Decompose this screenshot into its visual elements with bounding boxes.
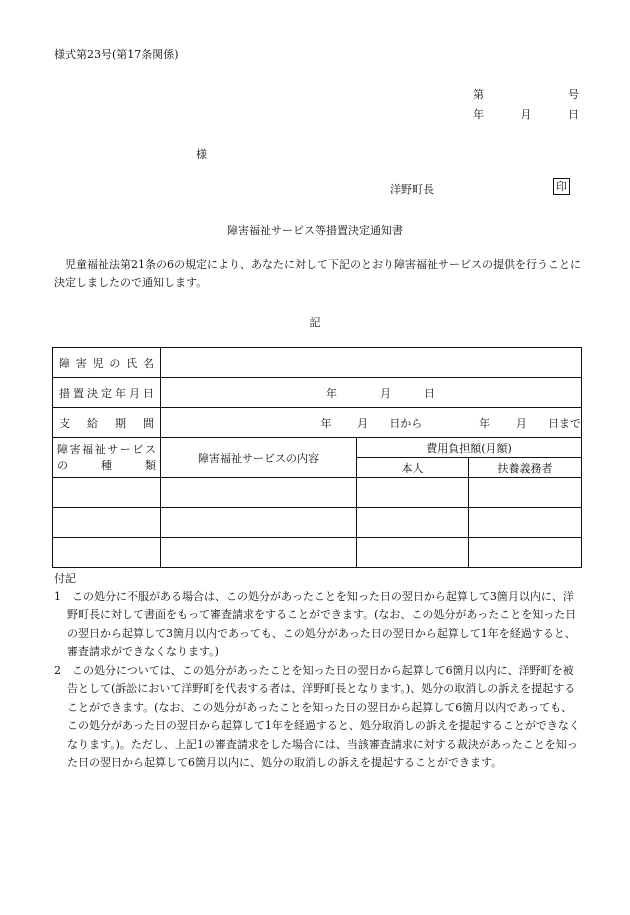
period-start-year: 年 (320, 416, 332, 430)
self-label: 本人 (357, 458, 469, 478)
number-suffix: 号 (568, 88, 579, 101)
service-row (53, 508, 582, 538)
guardian-cost-cell (469, 538, 582, 568)
service-row (53, 478, 582, 508)
child-name-label: 障害児の氏名 (53, 348, 161, 378)
service-content-cell (161, 478, 357, 508)
decision-date-value (161, 378, 582, 408)
service-type-label (53, 438, 161, 478)
self-cost-cell (357, 478, 469, 508)
note-item-2: 2 この処分については、この処分があったことを知った日の翌日から起算して6箇月以内に、洋野町を被告として(訴訟において洋野町を代表する者は、洋野町長となります。)、処分の取消しの訴えを提起することができます。(なお、この処分があったことを知った日の翌日から起算して6箇月以内であっても、この処分があった日の翌日から起算して1年を経過すると、処分取消しの訴えを提起することができなくなります。)。ただし、上記1の審査請求をした場合には、当該審査請求に対する裁決があったことを知った日の翌日から起算して6箇月以内に、処分の取消しの訴えを提起することができます。 (54, 664, 580, 770)
decision-year: 年 (326, 386, 337, 400)
service-type-label-line2: の 種 類 (57, 458, 156, 472)
service-type-cell (53, 478, 161, 508)
period-label: 支給期間 (53, 408, 161, 438)
note-item-1: 1 この処分に不服がある場合は、この処分があったことを知った日の翌日から起算して3箇月以内に、洋野町長に対して書面をもって審査請求をすることができます。(なお、この処分があったことを知った日の翌日から起算して3箇月以内であっても、この処分があった日の翌日から起算して1年を経過すると、審査請求ができなくなります。) (54, 590, 577, 659)
issue-day: 日 (568, 108, 579, 121)
decision-month: 月 (380, 386, 391, 400)
service-type-label-line1: 障害福祉サービス (57, 442, 156, 456)
ki-heading: 記 (309, 316, 321, 329)
seal-stamp: 印 (553, 178, 570, 195)
decision-day: 日 (424, 386, 435, 400)
self-cost-cell (357, 508, 469, 538)
period-start-month: 月 (357, 416, 369, 430)
issuer-name: 洋野町長 (390, 183, 434, 196)
period-end-day: 日まで (548, 416, 582, 430)
period-value (161, 408, 582, 438)
service-content-label: 障害福祉サービスの内容 (161, 438, 357, 478)
cost-label: 費用負担額(月額) (357, 438, 582, 458)
child-name-value (161, 348, 582, 378)
guardian-cost-cell (469, 508, 582, 538)
document-title: 障害福祉サービス等措置決定通知書 (227, 224, 403, 237)
guardian-cost-cell (469, 478, 582, 508)
issue-date-row (473, 106, 579, 122)
guardian-label: 扶養義務者 (469, 458, 582, 478)
body-paragraph: 児童福祉法第21条の6の規定により、あなたに対して下記のとおり障害福祉サービスの提供を行うことに決定しましたので通知します。 (54, 258, 581, 289)
document-number-row (473, 86, 579, 102)
notes-heading: 付記 (54, 572, 76, 585)
recipient-honorific: 様 (196, 148, 207, 161)
decision-table (52, 347, 582, 568)
service-content-cell (161, 508, 357, 538)
period-start-day: 日から (389, 416, 423, 430)
period-end-month: 月 (515, 416, 527, 430)
service-type-cell (53, 538, 161, 568)
issue-month: 月 (520, 108, 532, 121)
self-cost-cell (357, 538, 469, 568)
service-content-cell (161, 538, 357, 568)
service-type-cell (53, 508, 161, 538)
period-end-year: 年 (479, 416, 491, 430)
form-label: 様式第23号(第17条関係) (54, 48, 179, 61)
number-prefix: 第 (473, 88, 484, 101)
decision-date-label: 措置決定年月日 (53, 378, 161, 408)
service-row (53, 538, 582, 568)
issue-year: 年 (473, 108, 484, 121)
